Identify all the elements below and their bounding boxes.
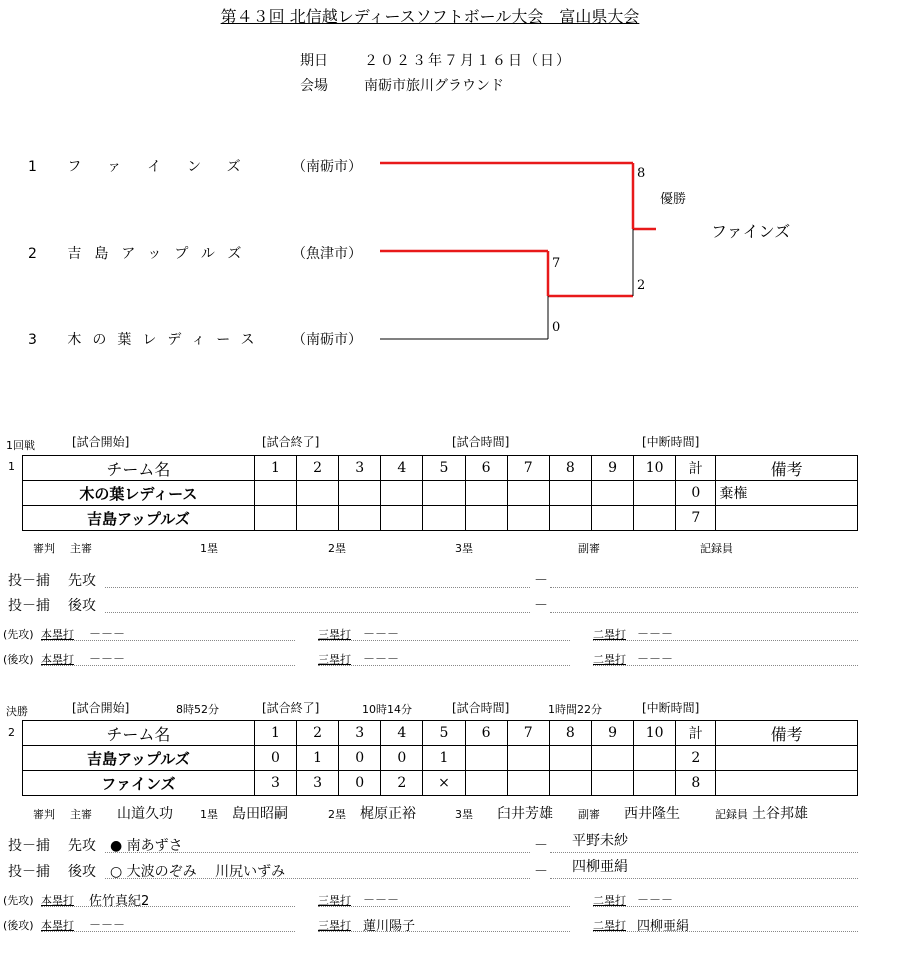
double-line [593, 640, 858, 641]
game-start-label: [試合開始] [72, 701, 130, 715]
date-label: 期日 [300, 53, 328, 69]
inning-cell [507, 771, 549, 796]
bracket-city-3: （南砺市） [292, 332, 362, 348]
battery-label: 投－捕 [8, 573, 50, 589]
double-value: －－－ [637, 627, 674, 641]
deputy-umpire-label: 副審 [578, 808, 600, 821]
second-base-umpire-label: 2塁 [328, 542, 346, 555]
inning-cell [507, 746, 549, 771]
column-header: 3 [339, 456, 381, 481]
inning-cell [549, 506, 591, 531]
column-header: チーム名 [23, 456, 255, 481]
hits-second-label: (後攻) [3, 653, 34, 666]
first-base-umpire-label: 1塁 [200, 808, 218, 821]
column-header: 8 [549, 456, 591, 481]
game-duration-label: [試合時間] [452, 435, 510, 449]
column-header: 9 [591, 456, 633, 481]
inning-cell [634, 506, 676, 531]
double-line [593, 931, 858, 932]
battery-label: 投－捕 [8, 864, 50, 880]
inning-cell [423, 481, 465, 506]
game-end-label: [試合終了] [262, 701, 320, 715]
inning-cell [465, 481, 507, 506]
total-cell: 7 [676, 506, 716, 531]
inning-cell [296, 481, 338, 506]
column-header: 計 [676, 456, 716, 481]
inning-cell: 0 [339, 771, 381, 796]
table-row [23, 481, 858, 506]
inning-cell [381, 506, 423, 531]
second-base-umpire-label: 2塁 [328, 808, 346, 821]
hr-label: 本塁打 [41, 653, 74, 666]
team-label: 吉島アップルズ [67, 246, 255, 262]
triple-label: 三塁打 [318, 894, 351, 907]
double-value: －－－ [637, 893, 674, 907]
inning-cell [507, 506, 549, 531]
inning-cell [549, 771, 591, 796]
inning-cell [634, 771, 676, 796]
hr-value: －－－ [89, 627, 126, 641]
double-value: －－－ [637, 652, 674, 666]
battery-first-pitcher-line [105, 852, 530, 853]
total-cell: 2 [676, 746, 716, 771]
team-name-cell: 木の葉レディース [23, 481, 255, 506]
total-cell: 8 [676, 771, 716, 796]
hr-value: 佐竹真紀2 [89, 894, 150, 909]
inning-cell [339, 481, 381, 506]
first-base-umpire-name: 島田昭嗣 [232, 806, 288, 822]
champion-name: ファインズ [711, 222, 791, 241]
score-r1-top: 7 [552, 256, 561, 271]
inning-cell [549, 481, 591, 506]
triple-value: －－－ [363, 652, 400, 666]
column-header: 10 [634, 721, 676, 746]
battery-second-pitcher-line [105, 612, 530, 613]
game-suspend-label: [中断時間] [642, 435, 700, 449]
third-base-umpire-name: 臼井芳雄 [497, 806, 553, 822]
battery-first-label: 先攻 [68, 573, 96, 589]
inning-cell: 0 [381, 746, 423, 771]
inning-cell [254, 481, 296, 506]
plate-umpire-label: 主審 [70, 542, 92, 555]
column-header: チーム名 [23, 721, 255, 746]
battery-label: 投－捕 [8, 598, 50, 614]
inning-cell [465, 746, 507, 771]
triple-value: 蓮川陽子 [363, 919, 416, 934]
scorer-label: 記録員 [715, 808, 748, 821]
game-end-value: 10時14分 [362, 703, 412, 716]
game-number: 1 [8, 460, 15, 473]
inning-cell [634, 746, 676, 771]
column-header: 2 [296, 456, 338, 481]
hr-line [41, 640, 295, 641]
column-header: 2 [296, 721, 338, 746]
hr-line [41, 906, 295, 907]
hr-line [41, 665, 295, 666]
inning-cell: 1 [296, 746, 338, 771]
team-name-cell: ファインズ [23, 771, 255, 796]
column-header: 5 [423, 721, 465, 746]
triple-value: －－－ [363, 893, 400, 907]
battery-second-catcher: 四柳亜絹 [572, 859, 628, 875]
battery-first-catcher: 平野未紗 [572, 833, 628, 849]
note-cell: 棄権 [716, 481, 858, 506]
deputy-umpire-label: 副審 [578, 542, 600, 555]
battery-first-catcher-line [550, 587, 858, 588]
hr-value: －－－ [89, 918, 126, 932]
inning-cell [591, 506, 633, 531]
total-cell: 0 [676, 481, 716, 506]
column-header: 1 [254, 456, 296, 481]
inning-cell [296, 506, 338, 531]
third-base-umpire-label: 3塁 [455, 808, 473, 821]
inning-cell [254, 506, 296, 531]
umpire-label: 審判 [33, 542, 55, 555]
table-row [23, 746, 858, 771]
double-line [593, 906, 858, 907]
column-header: 備考 [716, 456, 858, 481]
table-header-row [23, 456, 858, 481]
battery-second-pitcher: ○ 大波のぞみ 川尻いずみ [110, 864, 286, 880]
battery-dash: － [534, 838, 548, 854]
venue-label: 会場 [300, 78, 328, 94]
game-duration-label: [試合時間] [452, 701, 510, 715]
inning-cell [465, 506, 507, 531]
inning-cell: 1 [423, 746, 465, 771]
column-header: 備考 [716, 721, 858, 746]
team-label: 木の葉レディース [67, 332, 266, 348]
bracket-city-1: （南砺市） [292, 159, 362, 175]
game-end-label: [試合終了] [262, 435, 320, 449]
hr-label: 本塁打 [41, 628, 74, 641]
inning-cell [591, 746, 633, 771]
column-header: 7 [507, 456, 549, 481]
inning-cell [634, 481, 676, 506]
triple-line [318, 906, 570, 907]
column-header: 1 [254, 721, 296, 746]
column-header: 8 [549, 721, 591, 746]
team-name-cell: 吉島アップルズ [23, 506, 255, 531]
triple-line [318, 665, 570, 666]
hr-label: 本塁打 [41, 919, 74, 932]
column-header: 4 [381, 721, 423, 746]
game-number: 2 [8, 726, 15, 739]
score-final-top: 8 [637, 166, 646, 181]
battery-first-catcher-line [550, 852, 858, 853]
battery-dash: － [534, 864, 548, 880]
inning-cell [591, 481, 633, 506]
inning-cell [591, 771, 633, 796]
column-header: 4 [381, 456, 423, 481]
battery-second-catcher-line [550, 878, 858, 879]
table-row [23, 506, 858, 531]
plate-umpire-name: 山道久功 [117, 806, 173, 822]
team-seed: 1 [28, 159, 50, 175]
scorer-label: 記録員 [700, 542, 733, 555]
battery-second-catcher-line [550, 612, 858, 613]
table-header-row [23, 721, 858, 746]
venue-value: 南砺市旅川グラウンド [364, 78, 504, 94]
double-value: 四柳亜絹 [637, 919, 690, 934]
game-duration-value: 1時間22分 [548, 703, 602, 716]
game-suspend-label: [中断時間] [642, 701, 700, 715]
column-header: 計 [676, 721, 716, 746]
table-row [23, 771, 858, 796]
column-header: 10 [634, 456, 676, 481]
umpire-label: 審判 [33, 808, 55, 821]
column-header: 6 [465, 456, 507, 481]
team-seed: 2 [28, 246, 50, 262]
double-label: 二塁打 [593, 653, 626, 666]
inning-cell: × [423, 771, 465, 796]
battery-first-pitcher-line [105, 587, 530, 588]
note-cell [716, 746, 858, 771]
date-value: ２０２３年７月１６日（日） [364, 53, 572, 69]
inning-cell: 3 [296, 771, 338, 796]
hits-second-label: (後攻) [3, 919, 34, 932]
scoreboard-table [22, 455, 858, 531]
double-label: 二塁打 [593, 628, 626, 641]
hits-first-label: (先攻) [3, 894, 34, 907]
team-label: ファインズ [67, 159, 267, 175]
battery-dash: － [534, 573, 548, 589]
triple-value: －－－ [363, 627, 400, 641]
plate-umpire-label: 主審 [70, 808, 92, 821]
game-start-value: 8時52分 [176, 703, 219, 716]
first-base-umpire-label: 1塁 [200, 542, 218, 555]
inning-cell [381, 481, 423, 506]
column-header: 7 [507, 721, 549, 746]
note-cell [716, 771, 858, 796]
inning-cell [465, 771, 507, 796]
battery-dash: － [534, 598, 548, 614]
double-line [593, 665, 858, 666]
hr-value: －－－ [89, 652, 126, 666]
battery-second-pitcher-line [105, 878, 530, 879]
game-start-label: [試合開始] [72, 435, 130, 449]
inning-cell: 2 [381, 771, 423, 796]
battery-second-label: 後攻 [68, 864, 96, 880]
game-round: 1回戦 [6, 439, 35, 452]
scoreboard-table [22, 720, 858, 796]
bracket-lines [0, 0, 900, 400]
deputy-umpire-name: 西井隆生 [624, 806, 680, 822]
team-name-cell: 吉島アップルズ [23, 746, 255, 771]
battery-first-label: 先攻 [68, 838, 96, 854]
hr-label: 本塁打 [41, 894, 74, 907]
game-round: 決勝 [6, 705, 28, 718]
bracket-city-2: （魚津市） [292, 246, 362, 262]
inning-cell: 0 [339, 746, 381, 771]
second-base-umpire-name: 梶原正裕 [360, 806, 416, 822]
inning-cell [507, 481, 549, 506]
inning-cell [549, 746, 591, 771]
double-label: 二塁打 [593, 894, 626, 907]
team-seed: 3 [28, 332, 50, 348]
column-header: 6 [465, 721, 507, 746]
note-cell [716, 506, 858, 531]
inning-cell: 3 [254, 771, 296, 796]
inning-cell [423, 506, 465, 531]
triple-line [318, 640, 570, 641]
battery-label: 投－捕 [8, 838, 50, 854]
column-header: 3 [339, 721, 381, 746]
score-r1-bottom: 0 [552, 320, 561, 335]
column-header: 5 [423, 456, 465, 481]
champion-label: 優勝 [660, 192, 687, 207]
column-header: 9 [591, 721, 633, 746]
triple-label: 三塁打 [318, 628, 351, 641]
battery-second-label: 後攻 [68, 598, 96, 614]
hr-line [41, 931, 295, 932]
page-title: 第４３回 北信越レディースソフトボール大会 富山県大会 [220, 7, 640, 26]
inning-cell: 0 [254, 746, 296, 771]
hits-first-label: (先攻) [3, 628, 34, 641]
double-label: 二塁打 [593, 919, 626, 932]
triple-label: 三塁打 [318, 653, 351, 666]
battery-first-pitcher: ● 南あずさ [110, 838, 183, 854]
inning-cell [339, 506, 381, 531]
triple-line [318, 931, 570, 932]
third-base-umpire-label: 3塁 [455, 542, 473, 555]
scorer-name: 土谷邦雄 [752, 806, 808, 822]
triple-label: 三塁打 [318, 919, 351, 932]
score-final-bottom: 2 [637, 278, 646, 293]
